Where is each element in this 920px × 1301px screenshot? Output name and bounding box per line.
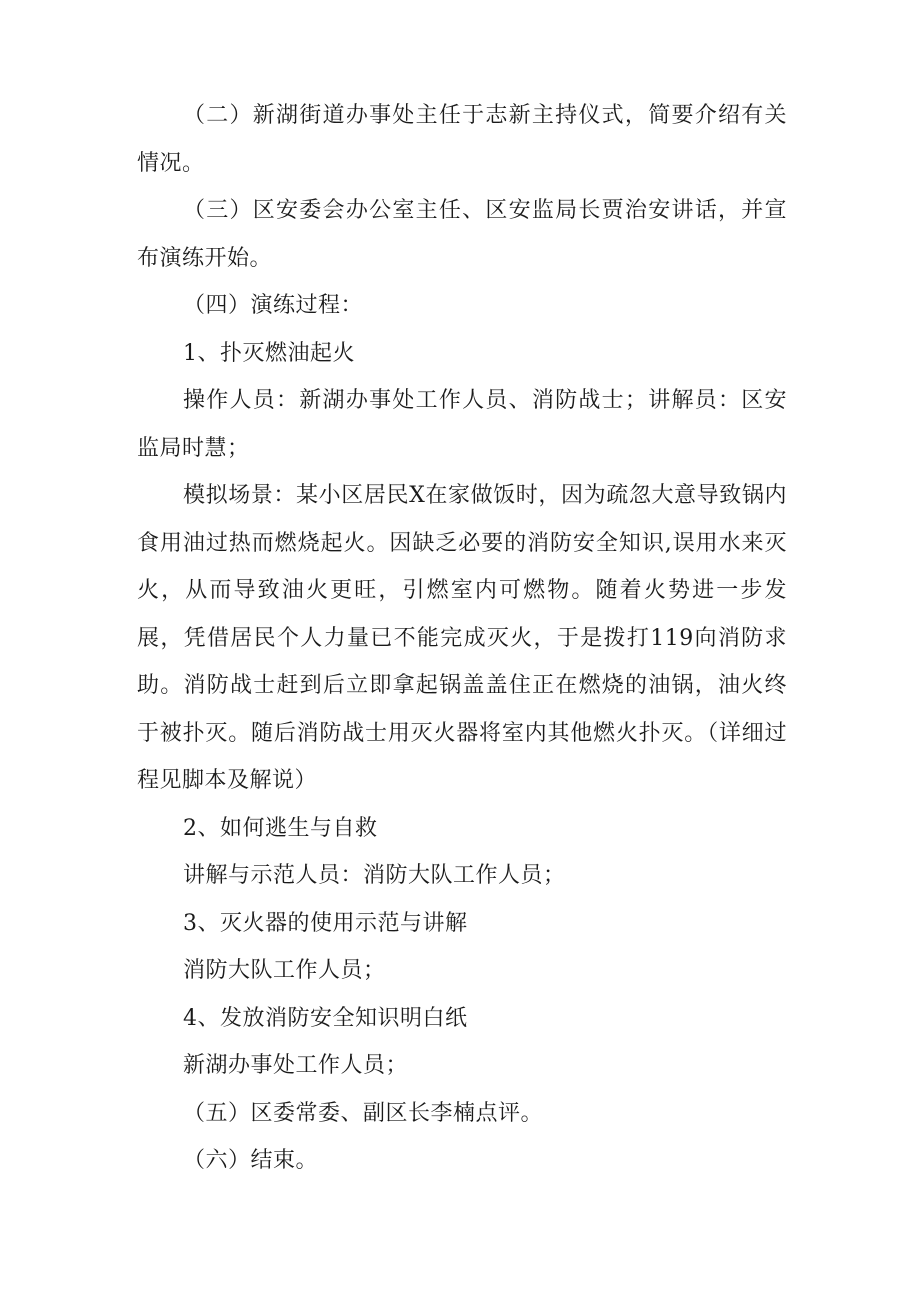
paragraph-item-2-heading: 2、如何逃生与自救 (183, 815, 378, 841)
paragraph-item-4-heading: 4、发放消防安全知识明白纸 (183, 1005, 468, 1031)
paragraph-item-1-heading: 1、扑灭燃油起火 (183, 340, 355, 366)
document-body (137, 92, 787, 1185)
paragraph-section-3: （三）区安委会办公室主任、区安监局长贾治安讲话，并宣布演练开始。 (137, 198, 787, 271)
paragraph-item-3-heading: 3、灭火器的使用示范与讲解 (183, 910, 468, 936)
paragraph-section-4-heading: （四）演练过程： (183, 293, 364, 318)
paragraph-item-4-personnel: 新湖办事处工作人员； (183, 1053, 409, 1078)
paragraph-section-2: （二）新湖街道办事处主任于志新主持仪式，简要介绍有关情况。 (137, 103, 787, 176)
paragraph-item-1-scenario: 模拟场景：某小区居民X在家做饭时，因为疏忽大意导致锅内食用油过热而燃烧起火。因缺乏必要的消防安全知识,误用水来灭火，从而导致油火更旺，引燃室内可燃物。随着火势进一步发展，凭借居民个人力量已不能完成灭火，于是拨打119向消防求助。消防战士赶到后立即拿起锅盖盖住正在燃烧的油锅，油火终于被扑灭。随后消防战士用灭火器将室内其他燃火扑灭。（详细过程见脚本及解说） (137, 483, 787, 793)
paragraph-item-3-personnel: 消防大队工作人员； (183, 958, 386, 983)
paragraph-item-2-personnel: 讲解与示范人员：消防大队工作人员； (183, 863, 566, 888)
paragraph-item-1-personnel: 操作人员：新湖办事处工作人员、消防战士；讲解员：区安监局时慧； (137, 388, 787, 461)
paragraph-section-6: （六）结束。 (183, 1148, 319, 1173)
paragraph-section-5: （五）区委常委、副区长李楠点评。 (183, 1100, 544, 1126)
